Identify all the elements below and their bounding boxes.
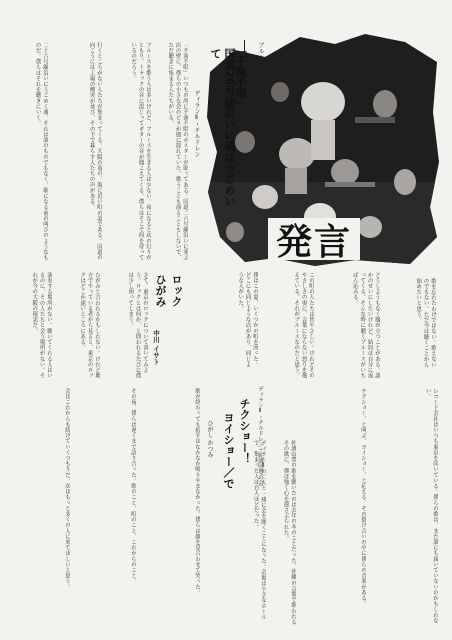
body-col-m: チクショー、と叫ぶ。ヨイショー、と応える。その掛け合いの中に僕らの音楽がある。: [360, 388, 366, 607]
article2-byline: 中川 イサト: [152, 330, 160, 365]
body-col-n: 佐渡山豊の歌を聴いたのは去年の冬のことだった。沖縄の言葉で歌われるその歌に、僕は強く心を揺さぶられた。: [282, 440, 296, 625]
body-col-r: 会はこれからも続けていくつもりだ。次はもっと多くの人に来てほしいと思う。: [64, 388, 70, 590]
article1-kicker: ブルース: [257, 42, 264, 66]
article2-subtitle: ひがみ: [154, 274, 167, 307]
body-col-d: 二十六号線沿いにうごめく魂。それは誰のものでもなく、歌になる前の叫びのようなものだ。僕らはそれを聴きにいく。: [34, 42, 48, 261]
body-col-j: ひがみと言われるかもしれない。けれど地方でやっている者から見ると、東京のロックはどこか遠いところにある。: [79, 272, 100, 379]
body-col-q: その夜、僕らは遅くまで語り合った。歌のこと、町のこと、これからのこと。: [130, 388, 136, 584]
body-col-k: 演奏する場所がない。聴いてくれる人はいるのに、その人たちと会う場所がない。それが今の大阪の現実だ。: [31, 272, 52, 379]
body-col-h: 僕はこの夏、いくつかの町を回った。どこにも同じような店があり、同じような人がいた。: [237, 272, 258, 368]
headline-banner: [268, 218, 360, 263]
article3-subtitle: ヨイショー／で: [222, 412, 235, 489]
body-col-i: さて、東京のロックについて書いてみよう。ロックとは何か、と問われるたびに僕は少し困ってしまう。: [127, 272, 148, 379]
article2-title: ロック: [170, 274, 183, 307]
article1-title: 「不演不唱」: [234, 44, 247, 110]
body-col-l: レコード会社はいつも東京を向いている。僕らの歌は、まだ誰にも届いていないのかもしれない。: [424, 388, 438, 624]
article3-byline: ひがし かつみ: [206, 420, 213, 458]
body-col-g: この町の人たちは皆やさしい。けれどそのやさしさの奥に、言葉にならない怒りを抱えている。それがブルースなのだと思う。: [293, 272, 314, 379]
body-col-c: 行くところがない人たちが集まってくる。大阪の南の、海に近い町の話である。国道の向こうには工場の煙突が並び、その下で暮らす人たちの声がある。: [88, 42, 102, 261]
article1-subtitle: 国道26号線沿いに魂はうごめいて: [209, 48, 236, 207]
article1-byline: ディランⅡ・チルドレン: [193, 90, 200, 157]
article3-title: チクショー！: [238, 398, 251, 464]
body-col-e: 歌を忘れたわけではない。歌えないのでもない。ただ今は聴くことから始めたいと思う。: [415, 278, 436, 368]
body-col-f: どうしようもなく腹が立つことがある。誰かのせいにしたいけれど、結局は自分に返ってくる。そんな時に聴くブルースがいちばん沁みる。: [351, 272, 380, 379]
body-col-a: 「不演不唱」いつもの所に不演不唱のポスターが貼ってある。国道二六号線沿いに並ぶ店の壁に、僕らの小さな会のビラが風に揺れていた。歌うことも演ることもしないで、ただ聴きに集まる人たちがいる。: [167, 42, 188, 261]
headline: 発言: [275, 221, 352, 263]
body-col-b: ブルースを歌う人は多いけれど、ブルースを生きる人は少ない。夜になると店の灯りがともり、トラックの音に混じってギターの音が聞こえてくる。僕らはそこで何を待っているのだろう。: [130, 42, 151, 261]
body-col-p: 歌が終わっても拍手はなかなか鳴りやまなかった。僕らは顔を見合わせて笑った。: [194, 388, 200, 596]
body-col-o: ディランⅡの二人と一緒に会を開くことになった。会場は小さなホールで、集まった人は百人ほどだった。: [252, 440, 266, 620]
article3-kicker: ディランⅡ・チルドレン＋佐渡山豊の会: [257, 386, 263, 486]
